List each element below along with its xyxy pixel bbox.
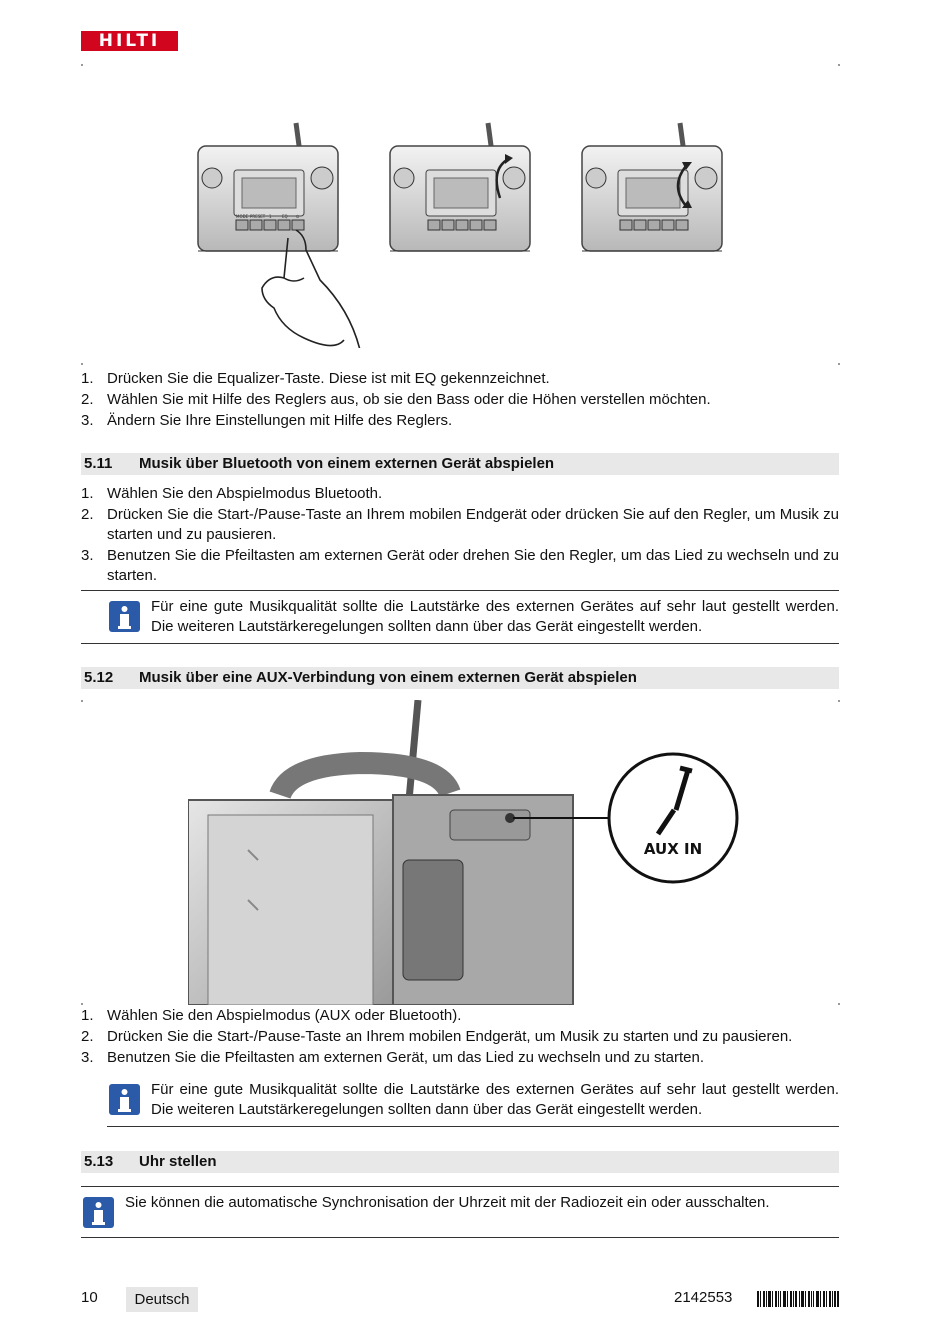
crop-mark (81, 363, 83, 365)
panel-label: 1 (269, 214, 272, 219)
barcode (757, 1291, 839, 1307)
list-item: 3. Ändern Sie Ihre Einstellungen mit Hilfe des Reglers. (81, 412, 453, 429)
crop-mark (81, 64, 83, 66)
crop-mark (838, 1003, 840, 1005)
note-text: Für eine gute Musikqualität sollte die Lautstärke des externen Gerätes auf sehr laut gestellt werden. Die weiteren Lautstärkeregelungen sollten dann über das Gerät eingestellt werden. (151, 598, 839, 635)
panel-label: PRESET (250, 214, 266, 219)
radio-illustration-1 (198, 123, 360, 348)
hilti-logo: HILTI (81, 31, 178, 51)
list-item: 1. Wählen Sie den Abspielmodus (AUX oder Bluetooth). (81, 1007, 462, 1024)
list-item: 3. Benutzen Sie die Pfeiltasten am externen Gerät oder drehen Sie den Regler, um das Lied zu wechseln und zu starten. (81, 547, 839, 584)
list-item: 2. Drücken Sie die Start-/Pause-Taste an Ihrem mobilen Endgerät, um Musik zu starten und zu pausieren. (81, 1028, 793, 1045)
panel-label: EQ (282, 214, 288, 219)
section-heading-5-12: 5.12 Musik über eine AUX-Verbindung von einem externen Gerät abspielen (81, 667, 839, 689)
crop-mark (838, 64, 840, 66)
info-icon (109, 601, 140, 632)
info-note (81, 590, 839, 644)
radio-illustration-2 (390, 123, 530, 251)
info-note (107, 1074, 839, 1127)
info-note (81, 1186, 839, 1238)
list-item: 1. Wählen Sie den Abspielmodus Bluetooth. (81, 485, 383, 502)
crop-mark (81, 1003, 83, 1005)
panel-label: ⏻ (296, 214, 300, 219)
section-heading-5-11: 5.11 Musik über Bluetooth von einem externen Gerät abspielen (81, 453, 839, 475)
panel-label: MODE (236, 214, 249, 219)
note-text: Sie können die automatische Synchronisation der Uhrzeit mit der Radiozeit ein oder ausschalten. (125, 1194, 770, 1211)
aux-steps (81, 1006, 839, 1069)
language-label: Deutsch (126, 1287, 198, 1312)
note-text: Für eine gute Musikqualität sollte die Lautstärke des externen Gerätes auf sehr laut gestellt werden. Die weiteren Lautstärkeregelungen sollten dann über das Gerät eingestellt werden. (151, 1081, 839, 1118)
info-icon (109, 1084, 140, 1115)
bluetooth-steps (81, 484, 839, 587)
crop-mark (81, 700, 83, 702)
list-item: 1. Drücken Sie die Equalizer-Taste. Diese ist mit EQ gekennzeichnet. (81, 370, 550, 387)
info-icon (83, 1197, 114, 1228)
crop-mark (838, 700, 840, 702)
crop-mark (838, 363, 840, 365)
document-number: 2142553 (674, 1289, 733, 1306)
radio-illustration-3 (582, 123, 722, 251)
section-heading-5-13: 5.13 Uhr stellen (81, 1151, 839, 1173)
page-number: 10 (81, 1289, 98, 1306)
list-item: 2. Wählen Sie mit Hilfe des Reglers aus, ob sie den Bass oder die Höhen verstellen möchten. (81, 391, 711, 408)
aux-in-label: AUX IN (643, 840, 703, 858)
list-item: 2. Drücken Sie die Start-/Pause-Taste an Ihrem mobilen Endgerät oder drücken Sie auf den Regler, um Musik zu starten und zu pausieren. (81, 506, 839, 543)
list-item: 3. Benutzen Sie die Pfeiltasten am externen Gerät, um das Lied zu wechseln und zu starten. (81, 1049, 705, 1066)
equalizer-steps (81, 369, 839, 432)
equalizer-figure (190, 118, 750, 348)
aux-figure (188, 700, 748, 1005)
